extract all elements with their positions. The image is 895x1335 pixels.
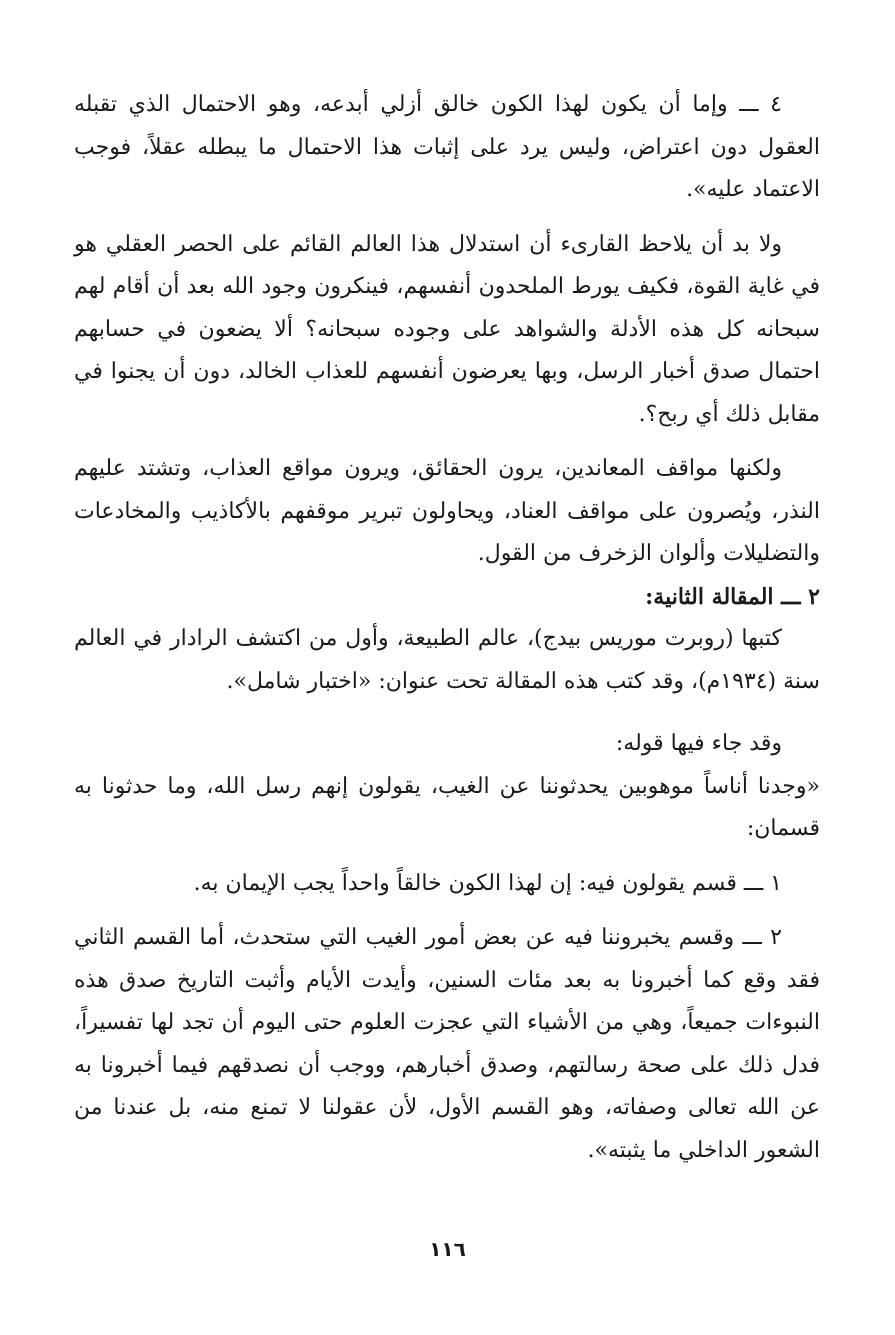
document-page [74, 84, 820, 1172]
paragraph-reader-observation: ولا بد أن يلاحظ القارىء أن استدلال هذا العالم القائم على الحصر العقلي هو في غاية القوة، فكيف يورط الملحدون أنفسهم، فينكرون وجود الله بعد أن أقام لهم سبحانه كل هذه الأدلة والشواهد على وجوده سبحانه؟ ألا يضعون في حسابهم احتمال صدق أخبار الرسل، وبها يعرضون أنفسهم للعذاب الخالد، دون أن يجنوا في مقابل ذلك أي ربح؟. [74, 231, 820, 427]
section-heading-second-article: ٢ ـــ المقالة الثانية: [645, 583, 820, 610]
paragraph-quote-start: «وجدنا أناساً موهوبين يحدثوننا عن الغيب، يقولون إنهم رسل الله، وما حدثونا به قسمان: [74, 773, 820, 841]
list-item-second-section: ٢ ـــ وقسم يخبروننا فيه عن بعض أمور الغيب التي ستحدث، أما القسم الثاني فقد وقع كما أخبرونا به بعد مئات السنين، وأيدت الأيام وأثبت التاريخ صدق هذه النبوءات جميعاً، وهي من الأشياء التي عجزت العلوم حتى اليوم أن تجد لها تفسيراً، فدل ذلك على صحة رسالتهم، وصدق أخبارهم، ووجب أن نصدقهم فيما أخبرونا به عن الله تعالى وصفاته، وهو القسم الأول، لأن عقولنا لا تمنع منه، بل عندنا من الشعور الداخلي ما يثبته». [74, 925, 820, 1163]
paragraph-quote-intro: وقد جاء فيها قوله: [615, 731, 782, 756]
paragraph-article-author: كتبها (روبرت موريس بيدج)، عالم الطبيعة، وأول من اكتشف الرادار في العالم سنة (١٩٣٤م)، وقد كتب هذه المقالة تحت عنوان: «اختبار شامل». [74, 626, 820, 694]
paragraph-stubborn-stances: ولكنها مواقف المعاندين، يرون الحقائق، ويرون مواقع العذاب، وتشتد عليهم النذر، ويُصرون على مواقف العناد، ويحاولون تبرير موقفهم بالأكاذيب والمخادعات والتضليلات وألوان الزخرف من القول. [74, 456, 820, 566]
paragraph-fourth-possibility: ٤ ـــ وإما أن يكون لهذا الكون خالق أزلي أبدعه، وهو الاحتمال الذي تقبله العقول دون اعتراض، وليس يرد على إثبات هذا الاحتمال ما يبطله عقلاً، فوجب الاعتماد عليه». [74, 92, 820, 202]
list-item-first-section: ١ ـــ قسم يقولون فيه: إن لهذا الكون خالقاً واحداً يجب الإيمان به. [193, 870, 782, 896]
page-number: ١١٦ [429, 1237, 466, 1261]
